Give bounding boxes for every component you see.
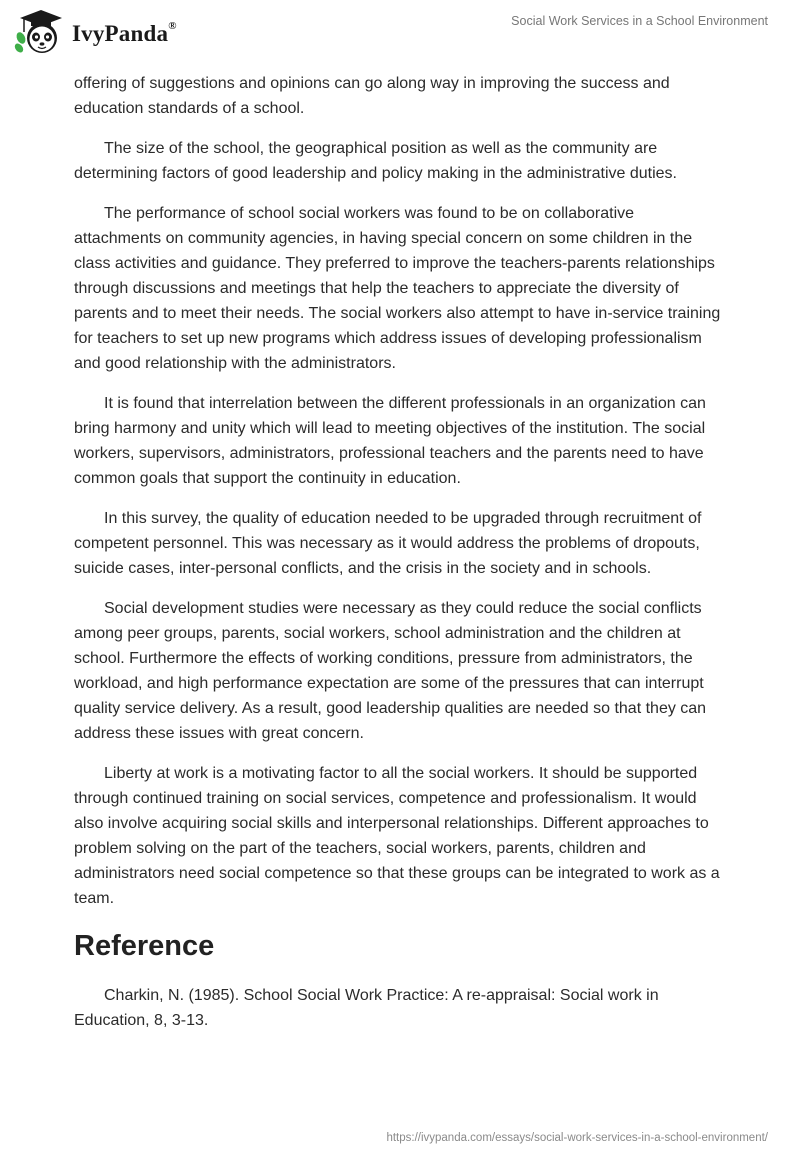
reference-heading: Reference (74, 930, 215, 962)
paragraph: It is found that interrelation between the different professionals in an organization can bring harmony and unity which will lead to meeting objectives of the institution. The social workers, supervisors, administrators, professional teachers and the parents need to have common goals that support the continuity in education. (74, 395, 706, 487)
reference-entry: Charkin, N. (1985). School Social Work Practice: A re-appraisal: Social work in Education, 8, 3-13. (74, 987, 659, 1029)
paragraph: Liberty at work is a motivating factor to all the social workers. It should be supported through continued training on social services, competence and professionalism. It would also involve acquiring social skills and interpersonal relationships. Different approaches to problem solving on the part of the teachers, social workers, parents, children and administrators need social competence so that these groups can be integrated to work as a team. (74, 765, 720, 907)
paragraph: The size of the school, the geographical position as well as the community are determining factors of good leadership and policy making in the administrative duties. (74, 140, 677, 182)
brand-name (72, 21, 177, 47)
ivypanda-logo[interactable] (14, 8, 177, 56)
registered-mark: ® (168, 20, 177, 32)
source-url-link[interactable]: https://ivypanda.com/essays/social-work-services-in-a-school-environment/ (386, 1132, 768, 1144)
paragraph: The performance of school social workers was found to be on collaborative attachments on community agencies, in having special concern on some children in the class activities and guidance. They preferred to improve the teachers-parents relationships through discussions and meetings that help the teachers to appreciate the diversity of parents and to meet their needs. The social workers also attempt to have in-service training for teachers to set up new programs which address issues of developing professionalism and good relationship with the administrators. (74, 205, 721, 372)
document-title: Social Work Services in a School Environment (511, 14, 768, 28)
paragraph: Social development studies were necessary as they could reduce the social conflicts among peer groups, parents, social workers, school administration and the children at school. Furthermore the effects of working conditions, pressure from administrators, the workload, and high performance expectation are some of the pressures that can interrupt quality service delivery. As a result, good leadership qualities are needed so that they can address these issues with great concern. (74, 600, 707, 742)
paragraph: In this survey, the quality of education needed to be upgraded through recruitment of competent personnel. This was necessary as it would address the problems of dropouts, suicide cases, inter-personal conflicts, and the crisis in the society and in schools. (74, 510, 702, 577)
brand-name-text: IvyPanda (72, 21, 169, 46)
paragraph: offering of suggestions and opinions can go along way in improving the success and education standards of a school. (74, 75, 670, 117)
essay-body (74, 71, 724, 1048)
page-header (0, 0, 800, 68)
panda-logo-icon (14, 8, 68, 56)
